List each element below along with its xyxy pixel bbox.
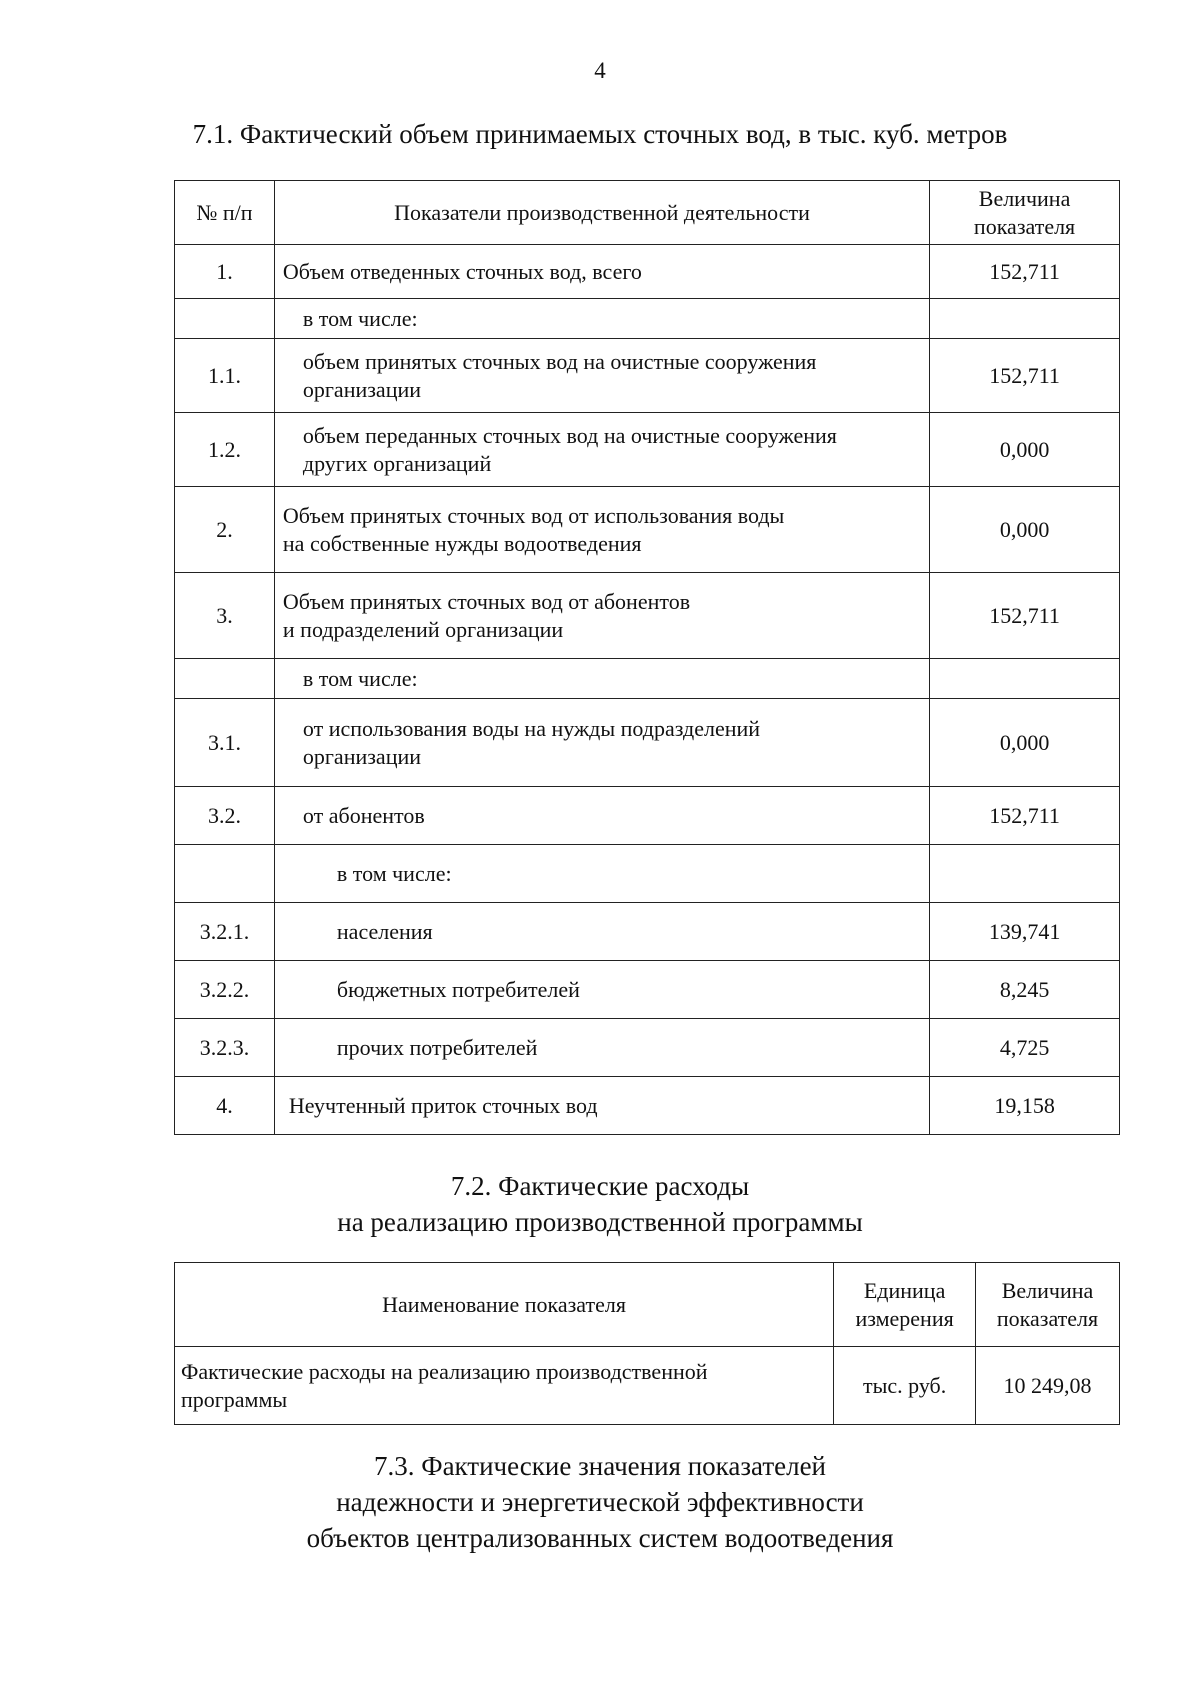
header-value-line1: Величина	[1001, 1277, 1094, 1303]
row-indicator	[274, 339, 929, 413]
row-value	[930, 299, 1120, 339]
expenses-table	[174, 1262, 1120, 1425]
row-text-line: Неучтенный приток сточных вод	[288, 1092, 598, 1118]
row-value: 19,158	[930, 1077, 1120, 1135]
row-text-line: от использования воды на нужды подразделений	[302, 715, 761, 741]
row-num: 3.2.3.	[175, 1019, 275, 1077]
row-num: 3.2.	[175, 787, 275, 845]
row-text-line: и подразделений организации	[282, 616, 564, 642]
row-text-line: других организаций	[302, 450, 492, 476]
section-7-1-title: 7.1. Фактический объем принимаемых сточных вод, в тыс. куб. метров	[192, 119, 1008, 149]
row-value: 152,711	[930, 339, 1120, 413]
row-value: 4,725	[930, 1019, 1120, 1077]
row-value: 152,711	[930, 573, 1120, 659]
table-row	[175, 245, 1120, 299]
row-value: 8,245	[930, 961, 1120, 1019]
row-value: 0,000	[930, 487, 1120, 573]
row-indicator	[274, 1019, 929, 1077]
row-num: 2.	[175, 487, 275, 573]
row-indicator	[274, 845, 929, 903]
row-num	[175, 845, 275, 903]
table-row	[175, 787, 1120, 845]
table-row	[175, 961, 1120, 1019]
table-header-row	[175, 181, 1120, 245]
row-name-line1: Фактические расходы на реализацию производственной	[181, 1358, 708, 1384]
header-unit-line2: измерения	[855, 1305, 954, 1331]
row-num: 3.2.1.	[175, 903, 275, 961]
row-num: 3.	[175, 573, 275, 659]
row-text-line: в том числе:	[302, 305, 418, 331]
row-value: 152,711	[930, 245, 1120, 299]
row-text-line: организации	[302, 743, 422, 769]
row-indicator	[274, 573, 929, 659]
header-value	[930, 181, 1120, 245]
row-text-line: бюджетных потребителей	[336, 976, 580, 1002]
header-value-line2: показателя	[996, 1305, 1099, 1331]
row-name-line2: программы	[181, 1386, 288, 1412]
page-number: 4	[594, 58, 606, 83]
row-text-line: Объем принятых сточных вод от использования воды	[282, 502, 785, 528]
row-value: 139,741	[930, 903, 1120, 961]
row-num	[175, 299, 275, 339]
row-value: 10 249,08	[976, 1347, 1120, 1425]
header-num: № п/п	[175, 181, 275, 245]
table-row	[175, 1347, 1120, 1425]
section-7-2-title-line1: 7.2. Фактические расходы	[450, 1171, 750, 1201]
table-row	[175, 1019, 1120, 1077]
row-indicator	[274, 245, 929, 299]
table-row	[175, 299, 1120, 339]
header-unit-line1: Единица	[863, 1277, 946, 1303]
row-indicator	[274, 787, 929, 845]
table-header-row	[175, 1263, 1120, 1347]
row-text-line: в том числе:	[302, 665, 418, 691]
row-name	[175, 1347, 834, 1425]
row-num: 3.1.	[175, 699, 275, 787]
section-7-3-title-line3: объектов централизованных систем водоотведения	[306, 1523, 894, 1553]
row-text-line: объем принятых сточных вод на очистные сооружения	[302, 348, 817, 374]
row-indicator	[274, 487, 929, 573]
row-num: 1.1.	[175, 339, 275, 413]
row-indicator	[274, 699, 929, 787]
section-7-3-title-line2: надежности и энергетической эффективности	[336, 1487, 864, 1517]
row-num: 3.2.2.	[175, 961, 275, 1019]
section-7-2-title-line2: на реализацию производственной программы	[337, 1207, 863, 1237]
section-7-2-title	[0, 1168, 1200, 1240]
row-text-line: Объем принятых сточных вод от абонентов	[282, 588, 691, 614]
row-text-line: объем переданных сточных вод на очистные сооружения	[302, 422, 837, 448]
header-indicator: Показатели производственной деятельности	[274, 181, 929, 245]
row-text-line: от абонентов	[302, 802, 425, 828]
table-row	[175, 699, 1120, 787]
row-text-line: прочих потребителей	[336, 1034, 538, 1060]
row-text-line: в том числе:	[336, 860, 452, 886]
row-indicator	[274, 1077, 929, 1135]
row-value	[930, 845, 1120, 903]
table-row	[175, 845, 1120, 903]
row-value: 0,000	[930, 699, 1120, 787]
header-unit	[834, 1263, 976, 1347]
row-indicator	[274, 299, 929, 339]
row-text-line: на собственные нужды водоотведения	[282, 530, 642, 556]
table-row	[175, 1077, 1120, 1135]
wastewater-volume-table	[174, 180, 1120, 1135]
section-7-3-title	[0, 1448, 1200, 1556]
header-value	[976, 1263, 1120, 1347]
row-value	[930, 659, 1120, 699]
row-indicator	[274, 961, 929, 1019]
row-indicator	[274, 903, 929, 961]
row-value: 0,000	[930, 413, 1120, 487]
table-row	[175, 573, 1120, 659]
row-text-line: Объем отведенных сточных вод, всего	[282, 258, 642, 284]
table-row	[175, 903, 1120, 961]
row-text-line: организации	[302, 376, 422, 402]
table-row	[175, 339, 1120, 413]
row-value: 152,711	[930, 787, 1120, 845]
table-row	[175, 413, 1120, 487]
row-text-line: населения	[336, 918, 433, 944]
row-num: 1.	[175, 245, 275, 299]
row-indicator	[274, 659, 929, 699]
header-name: Наименование показателя	[175, 1263, 834, 1347]
row-unit: тыс. руб.	[834, 1347, 976, 1425]
section-7-3-title-line1: 7.3. Фактические значения показателей	[373, 1451, 827, 1481]
row-num: 1.2.	[175, 413, 275, 487]
header-value-line1: Величина	[978, 185, 1071, 211]
row-num: 4.	[175, 1077, 275, 1135]
row-num	[175, 659, 275, 699]
header-value-line2: показателя	[973, 213, 1076, 239]
table-row	[175, 487, 1120, 573]
table-row	[175, 659, 1120, 699]
row-indicator	[274, 413, 929, 487]
